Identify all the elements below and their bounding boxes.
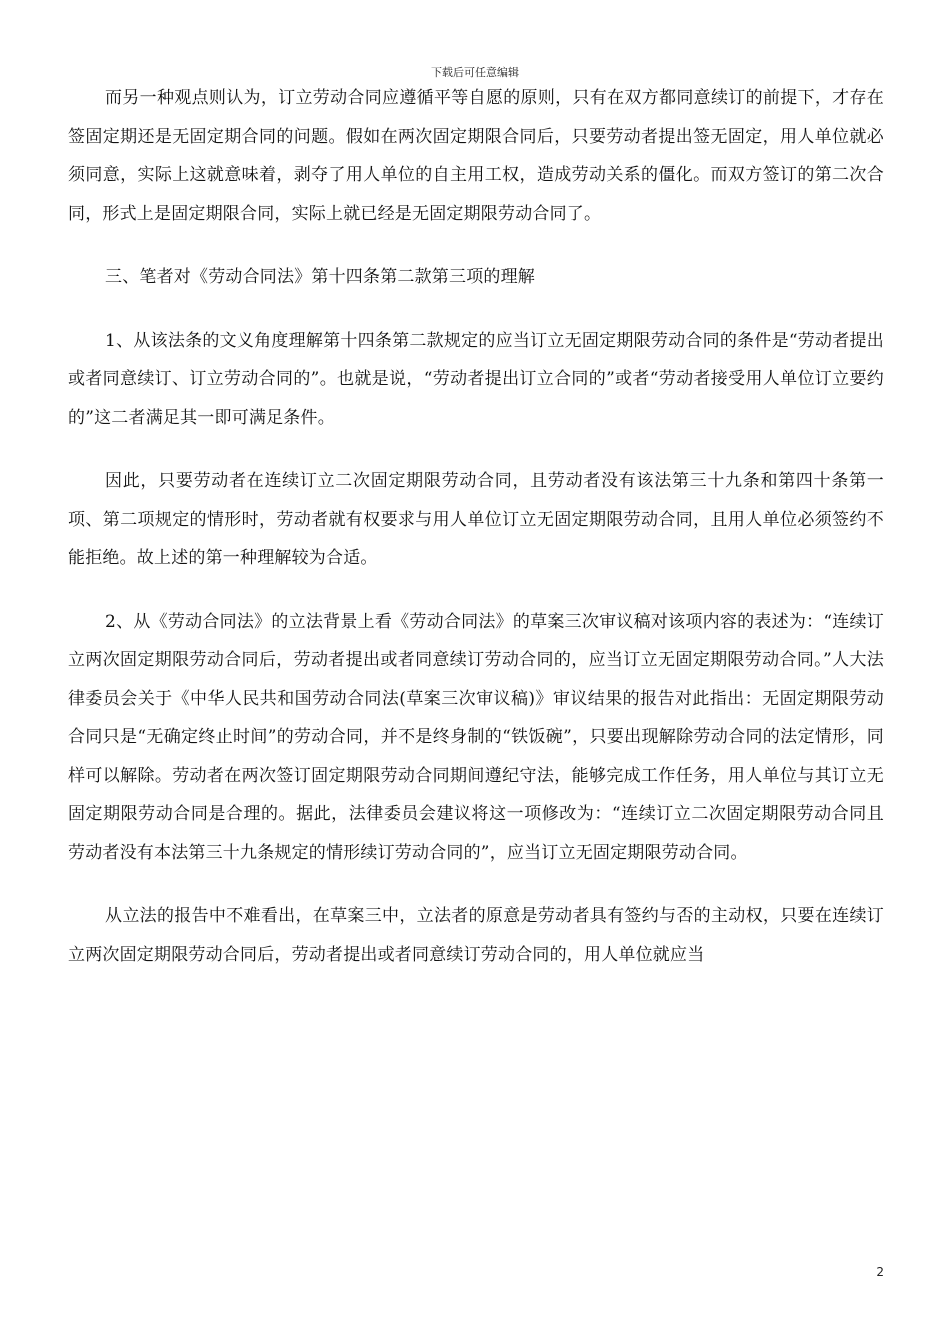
header-note: 下载后可任意编辑 [431, 66, 519, 79]
paragraph-legislative-background: 2、从《劳动合同法》的立法背景上看《劳动合同法》的草案三次审议稿对该项内容的表述为：“连续订立两次固定期限劳动合同后，劳动者提出或者同意续订劳动合同的，应当订立无固定期限劳动合同。”人大法律委员会关于《中华人民共和国劳动合同法(草案三次审议稿)》审议结果的报告对此指出：无固定期限劳动合同只是“无确定终止时间”的劳动合同，并不是终身制的“铁饭碗”，只要出现解除劳动合同的法定情形，同样可以解除。劳动者在两次签订固定期限劳动合同期间遵纪守法，能够完成工作任务，用人单位与其订立无固定期限劳动合同是合理的。据此，法律委员会建议将这一项修改为：“连续订立二次固定期限劳动合同且劳动者没有本法第三十九条规定的情形续订劳动合同的”，应当订立无固定期限劳动合同。 [68, 611, 884, 863]
paragraph-opposing-view: 而另一种观点则认为，订立劳动合同应遵循平等自愿的原则，只有在双方都同意续订的前提下，才存在签固定期还是无固定期合同的问题。假如在两次固定期限合同后，只要劳动者提出签无固定，用人单位就必须同意，实际上这就意味着，剥夺了用人单位的自主用工权，造成劳动关系的僵化。而双方签订的第二次合同，形式上是固定期限合同，实际上就已经是无固定期限劳动合同了。 [68, 88, 884, 224]
section-heading-three: 三、笔者对《劳动合同法》第十四条第二款第三项的理解 [105, 267, 535, 287]
paragraph-literal-interpretation: 1、从该法条的文义角度理解第十四条第二款规定的应当订立无固定期限劳动合同的条件是“劳动者提出或者同意续订、订立劳动合同的”。也就是说，“劳动者提出订立合同的”或者“劳动者接受用人单位订立要约的”这二者满足其一即可满足条件。 [68, 330, 884, 428]
paragraph-legislative-intent: 从立法的报告中不难看出，在草案三中，立法者的原意是劳动者具有签约与否的主动权，只要在连续订立两次固定期限劳动合同后，劳动者提出或者同意续订劳动合同的，用人单位就应当 [68, 906, 884, 965]
page-number: 2 [876, 1265, 884, 1279]
document-body [68, 79, 884, 974]
paragraph-conclusion-first: 因此，只要劳动者在连续订立二次固定期限劳动合同，且劳动者没有该法第三十九条和第四十条第一项、第二项规定的情形时，劳动者就有权要求与用人单位订立无固定期限劳动合同，且用人单位必须签约不能拒绝。故上述的第一种理解较为合适。 [68, 471, 884, 568]
